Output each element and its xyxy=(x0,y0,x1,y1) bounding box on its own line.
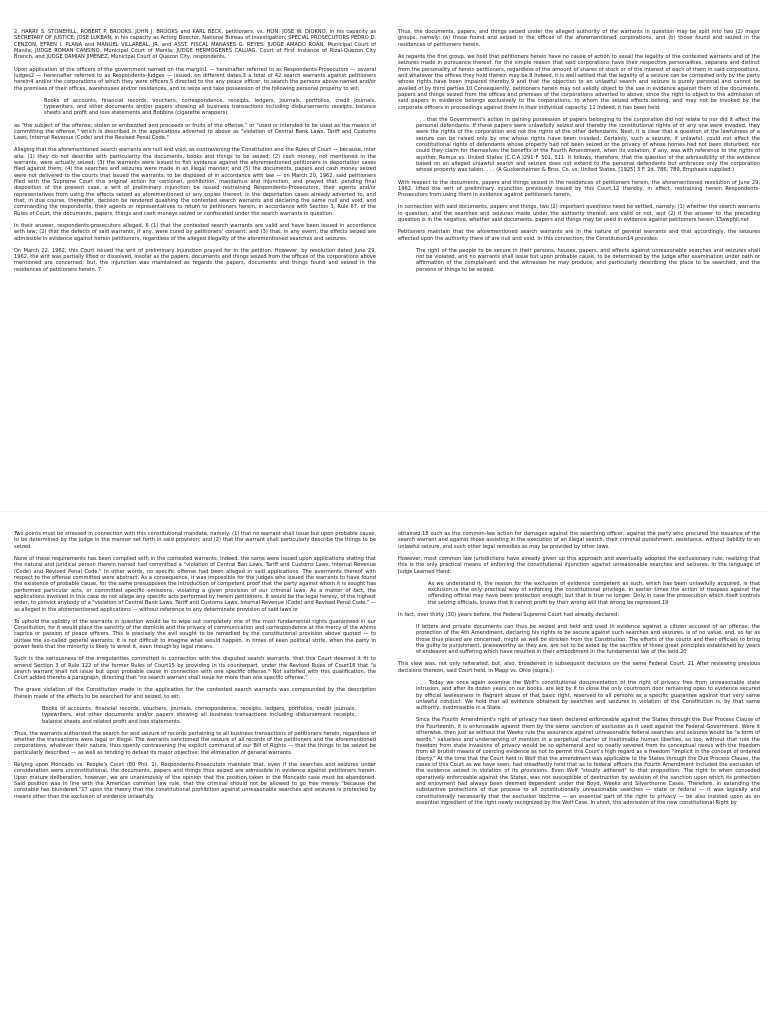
paragraph: as "the subject of the offense; stolen or embezzled and proceeds or fruits of the offense," or "used or intended to be used as the means of committing the offense," which is described in the applications adverted to above as "violation of Central Bank Laws, Tariff and Customs Laws, Internal Revenue (Code) and the Revised Penal Code." xyxy=(14,122,376,142)
paragraph: obtained,18 such as the common-law action for damages against the searching officer, against the party who procured the issuance of the search warrant and against those assisting in the execution of an illegal search, their criminal punishment, resistance, without liability to an unlawful seizure, and such other legal remedies as may be provided by other laws. xyxy=(398,531,760,550)
paragraph: Alleging that the aforementioned search warrants are null and void, as contravening the Constitution and the Rules of Court — because, inter alia: (1) they do not describe with particularity the documents, books and things to be seized; (2) cash money, not mentioned in the warrants, were actually seized; (3) the warrants were issued to fish evidence against the aforementioned petitioners in deportation cases filed against them; (4) the searches and seizures were made in an illegal manner; and (5) the documents, papers and cash money seized were not delivered to the courts that issued the warrants, to be disposed of in accordance with law — on March 20, 1962, said petitioners filed with the Supreme Court this original action for certiorari, prohibition, mandamus and injunction, and prayed that, pending final disposition of the present case, a writ of preliminary injunction be issued restraining Respondents-Prosecutors, their agents and/or representatives from using the effects seized as aforementioned or any copies thereof, in the deportation cases already adverted to, and that, in due course, thereafter, decision be rendered quashing the contested search warrants and declaring the same null and void, and commanding the respondents, their agents or representatives to return to petitioners herein, in accordance with Section 3, Rule 67, of the Rules of Court, the documents, papers, things and cash moneys seized or confiscated under the search warrants in question. xyxy=(14,147,376,217)
block-quote: Books of accounts, financial records, vouchers, correspondence, receipts, ledgers, journals, portfolios, credit journals, typewriters, and other documents and/or papers showing all business transactions including disbursements receipts, balance sheets and profit and loss statements and Bobbins (cigarette wrappers). xyxy=(44,97,376,117)
case-caption: 2. HARRY S. STONEHILL, ROBERT P. BROOKS, JOHN J. BROOKS and KARL BECK, petitioners, vs. HON. JOSE W. DIOKNO, in his capacity as SECRETARY OF JUSTICE; JOSE LUKBAN, in his capacity as Acting Director, National Bureau of Investigation; SPECIAL PROSECUTORS PEDRO D. CENZON, EFREN I. PLANA and MANUEL VILLAREAL, JR. and ASST. FISCAL MANASES G. REYES; JUDGE AMADO ROAN, Municipal Court of Manila; JUDGE ROMAN CANSINO, Municipal Court of Manila; JUDGE HERMOGENES CALUAG, Court of First Instance of Rizal-Quezon City Branch, and JUDGE DAMIAN JIMENEZ, Municipal Court of Quezon City, respondents. xyxy=(14,29,376,61)
paragraph: Petitioners maintain that the aforementioned search warrants are in the nature of general warrants and that accordingly, the seizures effected upon the authority there of are null and void. In this connection, the Constitution14 provides: xyxy=(398,229,760,242)
paragraph: In fact, over thirty (30) years before, the Federal Supreme Court had already declared: xyxy=(398,611,620,618)
paragraph: In connection with said documents, papers and things, two (2) important questions need be settled, namely: (1) whether the search warrants in question, and the searches and seizures made under the authority thereof, are valid or not, and (2) if the answer to the preceding question is in the negative, whether said documents, papers and things may be used in evidence against petitioners herein.13awphil.net xyxy=(398,204,760,224)
paragraph: However, most common law jurisdictions have already given up this approach and eventually adopted the exclusionary rule, realizing that this is the only practical means of enforcing the constitutional injunction against unreasonable searches and seizures. In the language of Judge Learned Hand: xyxy=(398,555,760,575)
paragraph: Relying upon Moncado vs. People's Court (80 Phil. 1), Respondents-Prosecutors maintain that, even if the searches and seizures under consideration were unconstitutional, the documents, papers and things thus seized are admissible in evidence against petitioners herein. Upon mature deliberation, however, we are unanimously of the opinion that the position taken in the Moncado case must be abandoned. Said position was in line with the American common law rule, that the criminal should not be allowed to go free merely "because the constable has blundered,"17 upon the theory that the constitutional prohibition against unreasonable searches and seizures is protected by means other than the exclusion of evidence unlawfully xyxy=(14,761,376,800)
block-quote: If letters and private documents can thus be seized and held and used in evidence against a citizen accused of an offense, the protection of the 4th Amendment, declaring his rights to be secure against such searches and seizures, is of no value, and, so far as those thus placed are concerned, might as well be stricken from the Constitution. The efforts of the courts and their officials to bring the guilty to punishment, praiseworthy as they are, are not to be aided by the sacrifice of those great principles established by years of endeavor and suffering which have resulted in their embodiment in the fundamental law of the land.20 xyxy=(416,623,760,656)
page-2-right-column xyxy=(398,531,760,1015)
paragraph: On March 22, 1962, this Court issued the writ of preliminary injunction prayed for in the petition. However, by resolution dated June 29, 1962, the writ was partially lifted or dissolved, insofar as the papers, documents and things seized from the offices of the corporations above mentioned are concerned; but, the injunction was maintained as regards the papers, documents and things found and seized in the residences of petitioners herein. 7 xyxy=(14,247,376,273)
page-1-right-column xyxy=(398,29,760,503)
paragraph: To uphold the validity of the warrants in question would be to wipe out completely one of the most fundamental rights guaranteed in our Constitution, for it would place the sanctity of the domicile and the privacy of communication and correspondence at the mercy of the whims caprice or passion of peace officers. This is precisely the evil sought to be remedied by the constitutional provision above quoted — to outlaw the so-called general warrants. It is not difficult to imagine what would happen, in times of keen political strife, when the party in power feels that the minority is likely to wrest it, even though by legal means. xyxy=(14,618,376,651)
block-quote: . . . that the Government's action in gaining possession of papers belonging to the corporation did not relate to nor did it affect the personal defendants. If these papers were unlawfully seized and thereby the constitutional rights of or any one were invaded, they were the rights of the corporation and not the rights of the other defendants. Next, it is clear that a question of the lawfulness of a seizure can be raised only by one whose rights have been invaded. Certainly, such a seizure, if unlawful, could not affect the constitutional rights of defendants whose property had not been seized or the privacy of whose homes had not been disturbed; nor could they claim for themselves the benefits of the Fourth Amendment, when its violation, if any, was with reference to the rights of another. Remus vs. United States (C.C.A.)291 F. 501, 511. It follows, therefore, that the question of the admissibility of the evidence based on an alleged unlawful search and seizure does not extend to the personal defendants but embraces only the corporation whose property was taken. . . . (A Guckenheimer & Bros. Co. vs. United States, [1925] 3 F. 2d. 786, 789, Emphasis supplied.) xyxy=(416,116,760,174)
paragraph: This view was, not only reiterated, but, also, broadened in subsequent decisions on the same Federal Court. 21 After reviewing previous decisions thereon, said Court held, in Mapp vs. Ohio (supra.): xyxy=(398,661,760,674)
paragraph: None of these requirements has been complied with in the contested warrants. Indeed, the same were issued upon applications stating that the natural and juridical person therein named had committed a "violation of Central Ban Laws, Tariff and Customs Laws, Internal Revenue (Code) and Revised Penal Code." In other words, no specific offense had been alleged in said applications. The averments thereof with respect to the offense committed were abstract. As a consequence, it was impossible for the judges who issued the warrants to have found the existence of probable cause, for the same presupposes the introduction of competent proof that the party against whom it is sought has performed particular acts, or committed specific omissions, violating a given provision of our criminal laws. As a matter of fact, the applications involved in this case do not allege any specific acts performed by herein petitioners. It would be the legal heresy, of the highest order, to convict anybody of a "violation of Central Bank Laws, Tariff and Customs Laws, Internal Revenue (Code) and Revised Penal Code," — as alleged in the aforementioned applications — without reference to any determinate provision of said laws or xyxy=(14,555,376,613)
paragraph: The grave violation of the Constitution made in the application for the contested search warrants was compounded by the description therein made of the effects to be searched for and seized, to wit: xyxy=(14,687,376,700)
paragraph: As regards the first group, we hold that petitioners herein have no cause of action to assail the legality of the contested warrants and of the seizures made in pursuance thereof, for the simple reason that said corporations have their respective personalities, separate and distinct from the personality of herein petitioners, regardless of the amount of shares of stock or of the interest of each of them in said corporations, and whatever the offices they hold therein may be.8 Indeed, it is well settled that the legality of a seizure can be contested only by the party whose rights have been impaired thereby,9 and that the objection to an unlawful search and seizure is purely personal and cannot be availed of by third parties.10 Consequently, petitioners herein may not validly object to the use in evidence against them of the documents, papers and things seized from the offices and premises of the corporations adverted to above, since the right to object to the admission of said papers in evidence belongs exclusively to the corporations, to whom the seized effects belong, and may not be invoked by the corporate officers in proceedings against them in their individual capacity. 11 Indeed, it has been held: xyxy=(398,53,760,111)
document-page-2 xyxy=(0,512,768,1024)
block-quote: Books of accounts, financial records, vouchers, journals, correspondence, receipts, ledgers, portfolios, credit journals, typewriters, and other documents and/or papers showing all business transactions including disbursement receipts, balance sheets and related profit and loss statements. xyxy=(42,705,356,725)
block-quote: The right of the people to be secure in their persons, houses, papers, and effects against unreasonable searches and seizures shall not be violated, and no warrants shall issue but upon probable cause, to be determined by the judge after examination under oath or affirmation of the complainant and the witnesses he may produce, and particularly describing the place to be searched, and the persons or things to be seized. xyxy=(416,247,760,273)
block-quote: As we understand it, the reason for the exclusion of evidence competent as such, which has been unlawfully acquired, is that exclusion is the only practical way of enforcing the constitutional privilege. In earlier times the action of trespass against the offending official may have been protection enough; but that is true no longer. Only in case the prosecution which itself controls the seizing officials, knows that it cannot profit by their wrong will that wrong be repressed.19 xyxy=(428,580,760,606)
paragraph: Thus, the warrants authorized the search for and seizure of records pertaining to all business transactions of petitioners herein, regardless of whether the transactions were legal or illegal. The warrants sanctioned the seizure of all records of the petitioners and the aforementioned corporations, whatever their nature, thus openly contravening the explicit command of our Bill of Rights — that the things to be seized be particularly described — as well as tending to defeat its major objective: the elimination of general warrants. xyxy=(14,730,376,756)
paragraph: Thus, the documents, papers, and things seized under the alleged authority of the warrants in question may be split into two (2) major groups, namely: (a) those found and seized in the offices of the aforementioned corporations, and (b) those found and seized in the residences of petitioners herein. xyxy=(398,29,760,48)
paragraph: Such is the seriousness of the irregularities committed in connection with the disputed search warrants, that this Court deemed it fit to amend Section 3 of Rule 122 of the former Rules of Court15 by providing in its counterpart, under the Revised Rules of Court16 that "a search warrant shall not issue but upon probable cause in connection with one specific offense." Not satisfied with this qualification, the Court added thereto a paragraph, directing that "no search warrant shall issue for more than one specific offense." xyxy=(14,656,376,682)
paragraph: In their answer, respondents-prosecutors alleged, 6 (1) that the contested search warrants are valid and have been issued in accordance with law; (2) that the defects of said warrants, if any, were cured by petitioners' consent; and (3) that, in any event, the effects seized are admissible in evidence against herein petitioners, regardless of the alleged illegality of the aforementioned searches and seizures. xyxy=(14,222,376,242)
paragraph: Upon application of the officers of the government named on the margin1 — hereinafter referred to as Respondents-Prosecutors — several judges2 — hereinafter referred to as Respondents-Judges — issued, on different dates,3 a total of 42 search warrants against petitioners herein4 and/or the corporations of which they were officers,5 directed to the any peace officer, to search the persons above-named and/or the premises of their offices, warehouses and/or residences, and to seize and take possession of the following personal property to wit: xyxy=(14,66,376,92)
page-1-left-column xyxy=(14,29,376,503)
block-quote: . . . Today we once again examine the Wolf's constitutional documentation of the right of privacy free from unreasonable state intrusion, and after its dozen years on our books, are led by it to close the only courtroom door remaining open to evidence secured by official lawlessness in flagrant abuse of that basic right, reserved to all persons as a specific guarantee against that very same unlawful conduct. We hold that all evidence obtained by searches and seizures in violation of the Constitution is, by that same authority, inadmissible in a State. xyxy=(416,679,760,712)
paragraph: Two points must be stressed in connection with this constitutional mandate, namely: (1) that no warrant shall issue but upon probable cause, to be determined by the judge in the manner set forth in said provision; and (2) that the warrant shall particularly describe the things to be seized. xyxy=(14,531,376,550)
page-2-left-column xyxy=(14,531,376,1015)
paragraph: With respect to the documents, papers and things seized in the residences of petitioners herein, the aforementioned resolution of June 29, 1962, lifted the writ of preliminary injunction previously issued by this Court,12 thereby, in effect, restraining herein Respondents-Prosecutors from using them in evidence against petitioners herein. xyxy=(398,179,760,199)
block-quote: Since the Fourth Amendment's right of privacy has been declared enforceable against the States through the Due Process Clause of the Fourteenth, it is enforceable against them by the same sanction of exclusion as it used against the Federal Government. Were it otherwise, then just as without the Weeks rule the assurance against unreasonable federal searches and seizures would be "a form of words," valueless and underserving of mention in a perpetual charter of inestimable human liberties, so too, without that rule the freedom from state invasions of privacy would be so ephemeral and so neatly severed from its conceptual nexus with the freedom from all brutish means of coercing evidence as not to permit this Court's high regard as a freedom "implicit in the concept of ordered liberty." At the time that the Court held in Wolf that the amendment was applicable to the States through the Due Process Clause, the cases of this Court as we have seen, had steadfastly held that as to federal officers the Fourth Amendment included the exclusion of the evidence seized in violation of its provisions. Even Wolf "stoutly adhered" to that proposition. The right to when conceded operatively enforceable against the States, was not susceptible of destruction by avulsion of the sanction upon which its protection and enjoyment had always been deemed dependent under the Boyd, Weeks and Silverthorne Cases. Therefore, in extending the substantive protections of due process to all constitutionally unreasonable searches — state or federal — it was logically and constitutionally necessarily that the exclusion doctrine — an essential part of the right to privacy — be also insisted upon as an essential ingredient of the right newly recognized by the Wolf Case. In short, the admission of the new constitutional Right by xyxy=(416,717,760,806)
